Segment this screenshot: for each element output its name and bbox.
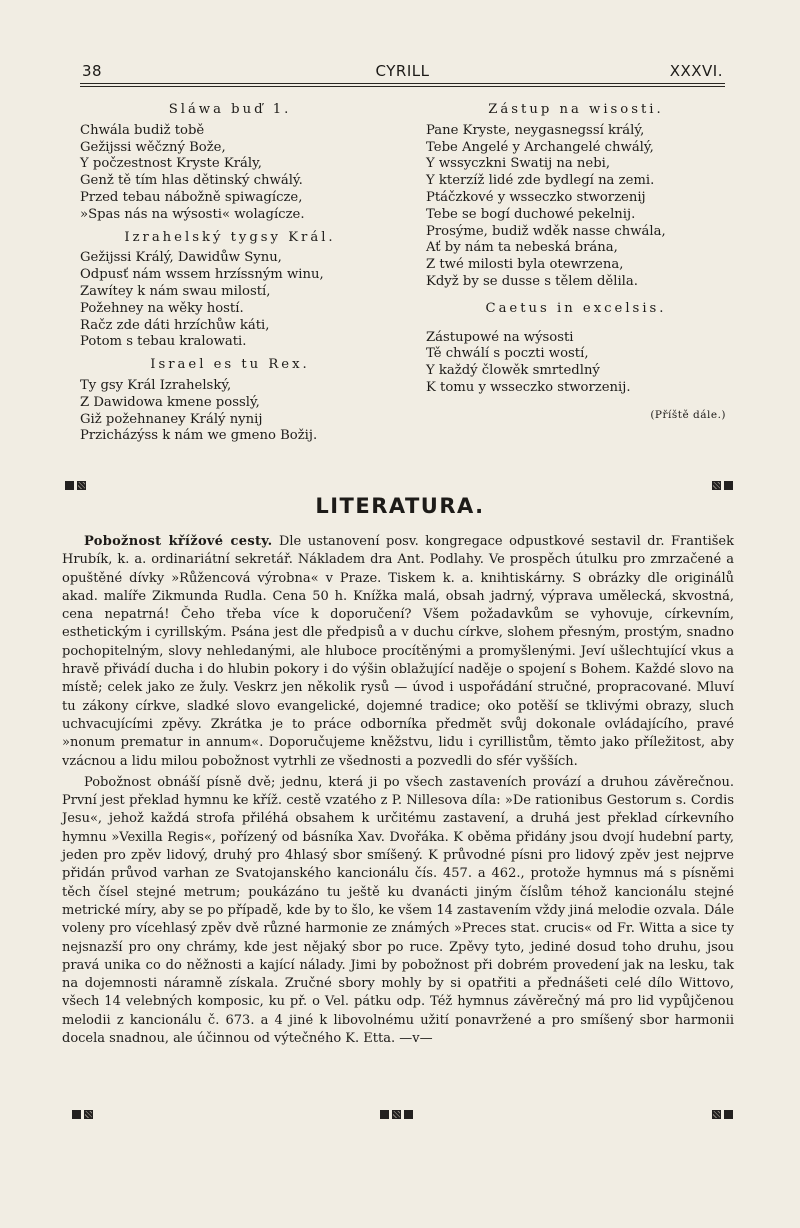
verse-line: Przicházýss k nám we gmeno Božij. [80,428,318,444]
article-heading: Pobožnost křížové cesty. [84,534,273,549]
verse-line: Požehney na wěky hostí. [80,300,244,316]
volume-number: XXXVI. [669,62,723,80]
verse-line: Przed tebau nábožně spiwagícze, [80,189,303,205]
stanza-title: Izrahelský tygsy Král. [124,229,336,245]
verse-line: Tě chwálí s poczti wostí, [426,346,589,362]
verse-line: Y počzestnost Kryste Krály, [80,156,262,172]
verse-line: Z Dawidowa kmene posslý, [80,394,260,410]
verse-line: Genž tě tím hlas dětinský chwálý. [80,173,303,189]
ornament-right-icon [712,481,733,490]
page-number: 38 [82,62,103,80]
header-rule [80,83,725,84]
stanza-title: Caetus in excelsis. [485,300,667,316]
verse-line: Tebe se bogí duchowé pekelnij. [426,206,636,222]
article-paragraph [62,533,734,771]
verse-line: Gežijssi Králý, Dawidůw Synu, [80,250,282,266]
verse-line: K tomu y wsseczko stworzenij. [426,379,631,395]
stanza-title: Zástup na wisosti. [488,102,664,117]
verse-line: Prosýme, budiž wděk nasse chwála, [426,223,666,239]
section-title: LITERATURA. [315,494,485,518]
verse-line: Ty gsy Král Izrahelský, [80,377,232,393]
verse-line: Gežijssi wěčzný Bože, [80,139,226,155]
stanza-title: Israel es tu Rex. [150,357,310,373]
verse-line: Y kterzíž lidé zde bydlegí na zemi. [426,173,655,189]
verse-line: Z twé milosti byla otewrzena, [426,257,624,273]
verse-line: Ptáčzkové y wsseczko stworzenij [426,189,646,205]
verse-line: Račz zde dáti hrzíchůw káti, [80,317,270,333]
running-title: CYRILL [375,62,430,80]
header-rule [80,86,725,87]
poem-column-right [426,102,726,424]
verse-line: Zástupowé na wýsosti [426,329,574,345]
article-text: Dle ustanovení posv. kongregace odpustkové sestavil dr. František Hrubík, k. a. ordinariátní sekretář. Nákladem dra Ant. Podlahy. Ve prospěch útulku pro zmrzačené a opuštěné dívky »Růžencová výrobna« v Praze. Tiskem k. a. knihtiskárny. S obrázky dle originálů akad. malíře Zikmunda Rudla. Cena 50 h. Knížka malá, obsah jadrný, výprava umělecká, skvostná, cena nepatrná! Čeho třeba více k doporučení? Všem požadavkům se vyhovuje, církevním, esthetickým i cyrillským. Psána jest dle předpisů a v duchu církve, slohem přesným, prostým, snadno pochopitelným, slovy nehledanými, ale hluboce procítěnými a promyšlenými. Jeví ušlechtující vkus a hravě přivádí ducha i do hlubin pokory i do výšin oblažující naděje o spojení s Bohem. Každé slovo na místě; celek jako ze žuly. Veskrz jen několik rysů — úvod i uspořádání stručné, propracované. Mluví tu zákony církve, sladké slovo evangelické, dojemné tradice; oko potěší se tklivými obrazy, sluch uchvacujícími zpěvy. Zkrátka je to práce odborníka předmět svůj dokonale ovládajícího, pravé »nonum prematur in annum«. Doporučujeme kněžstvu, lidu i cyrillistům, těmto jako příležitost, aby vzácnou a lidu milou pobožnost vytrhli ze všednosti a pozvedli do sfér vyšších. [62,534,734,769]
review-article [62,533,734,1048]
running-header [80,60,725,84]
verse-line: »Spas nás na wýsosti« wolagícze. [80,206,305,222]
verse-line: Y wssyczkni Swatij na nebi, [426,156,611,172]
verse-line: Ať by nám ta nebeská brána, [426,240,618,256]
verse-line: Y každý člowěk smrtedlný [426,363,600,379]
verse-line: Giž požehnaney Králý nynij [80,411,263,427]
poem-column-left [80,102,380,445]
ornament-bottom-center-icon [380,1110,413,1119]
ornament-bottom-right-icon [712,1110,733,1119]
ornament-bottom-left-icon [72,1110,93,1119]
verse-line: Pane Kryste, neygasnegssí králý, [426,122,645,138]
verse-line: Když by se dusse s tělem dělila. [426,273,638,289]
article-paragraph: Pobožnost obnáší písně dvě; jednu, která ji po všech zastaveních provází a druhou závěrečnou. První jest překlad hymnu ke kříž. cestě vzatého z P. Nillesova díla: »De rationibus Gestorum s. Cordis Jesu«, jehož každá strofa přiléhá obsahem k určitému zastavení, a druhá jest překlad církevního hymnu »Vexilla Regis«, pořízený od básníka Xav. Dvořáka. K oběma přidány jsou dvojí hudební party, jeden pro zpěv lidový, druhý pro 4hlasý sbor smíšený. K průvodné písni pro lidový zpěv jest nejprve přidán průvod varhan ze Svatojanského kancionálu čís. 457. a 462., protože hymnus má s písněmi těch čísel stejné metrum; poukázáno tu ještě ku dvanácti jiným číslům téhož kancionálu stejné metrické míry, aby se po případě, kde by to šlo, ke všem 14 zastavením vždy jiná melodie ozvala. Dále voleny pro vícehlasý zpěv dvě různé harmonie ze známých »Preces stat. crucis« od Fr. Witta a sice ty nejsnazší pro ony chrámy, kde jest nějaký sbor po ruce. Zpěvy tyto, jediné dosud toho druhu, jsou pravá unika co do něžnosti a kající nálady. Jimi by pobožnost při dobrém provedení jak na lesku, tak na dojemnosti náramně získala. Zručné sbory mohly by si opatřiti a přednášeti celé dílo Wittovo, všech 14 velebných komposic, ku př. o Vel. pátku odp. Též hymnus závěrečný má pro lid vypůjčenou melodii z kancionálu č. 673. a 4 jiné k libovolnému užití ponavržené a pro smíšený sbor harmonii docela snadnou, ale účinnou od výtečného K. Etta. —v— [62,774,735,1047]
verse-line: Odpusť nám wssem hrzíssným winu, [80,267,324,283]
verse-line: Potom s tebau kralowati. [80,334,247,350]
continued-note: (Příště dále.) [650,408,726,421]
verse-line: Chwála budiž tobě [80,122,205,138]
verse-line: Tebe Angelé y Archangelé chwálý, [426,139,654,155]
stanza-title: Sláwa buď 1. [168,102,292,117]
verse-line: Zawítey k nám swau milostí, [80,283,271,299]
ornament-left-icon [65,481,86,490]
